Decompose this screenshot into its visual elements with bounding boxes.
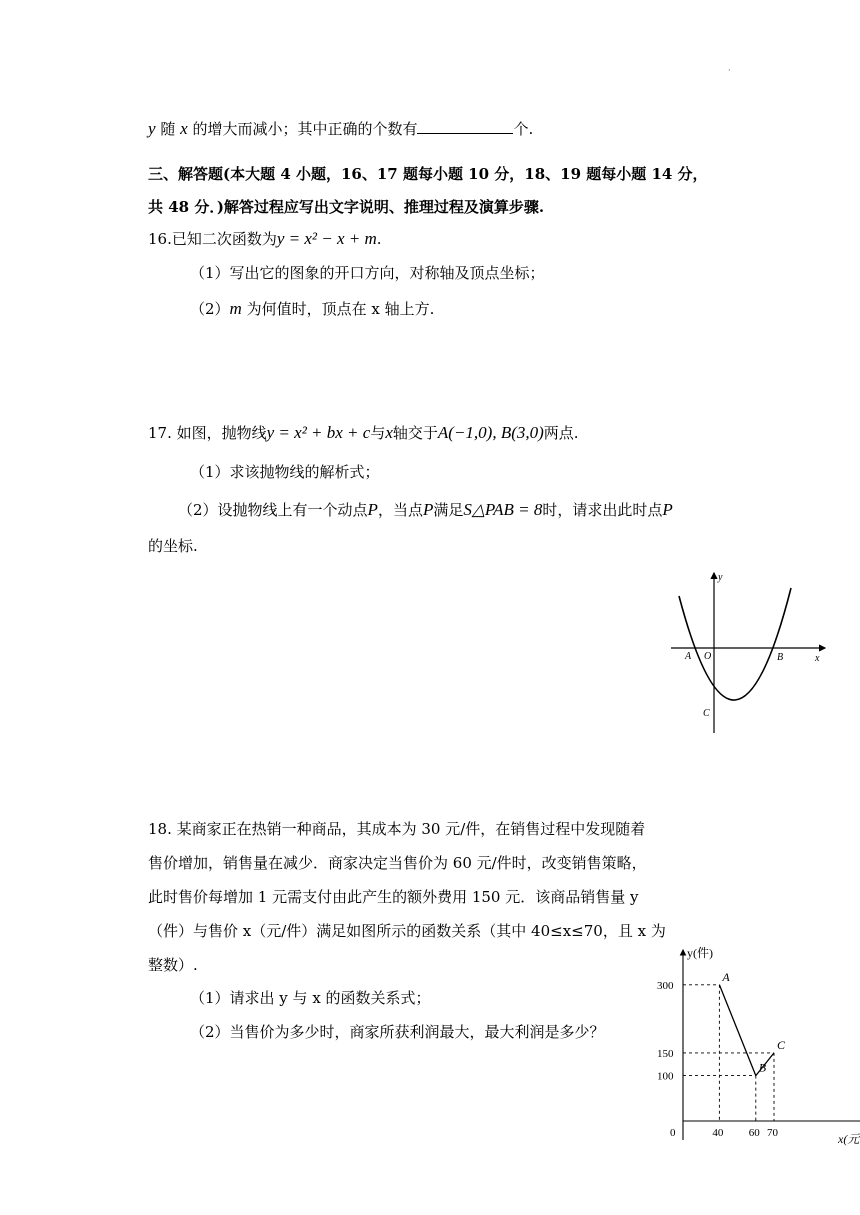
q18-line4: （件）与售价 x（元/件）满足如图所示的函数关系（其中 40≤x≤70，且 x 为 xyxy=(148,922,666,940)
chart-y-label: y(件) xyxy=(687,946,713,960)
y-tick-100: 100 xyxy=(657,1070,674,1083)
q17-part1: （1）求该抛物线的解析式； xyxy=(190,463,380,481)
q17-part2-cont: 的坐标. xyxy=(148,537,198,555)
q18-line5: 整数）. xyxy=(148,956,198,974)
x-tick-0: 0 xyxy=(670,1127,676,1139)
q17-stem: 17. 如图，抛物线y = x² + bx + c与x轴交于A(−1,0), B(3,0)两点. xyxy=(148,423,579,442)
section3-header-2: 共 48 分．)解答过程应写出文字说明、推理过程及演算步骤. xyxy=(148,198,545,216)
point-label-b: B xyxy=(758,1060,767,1075)
parabola-curve xyxy=(679,588,791,700)
q17-part2: （2）设抛物线上有一个动点P，当点P满足S△PAB = 8时，请求出此时点P xyxy=(178,500,673,519)
page-mark: · xyxy=(728,66,731,75)
x-tick-60: 60 xyxy=(748,1127,760,1139)
q18-line2: 售价增加，销售量在减少．商家决定当售价为 60 元/件时，改变销售策略， xyxy=(148,854,647,872)
y-tick-300: 300 xyxy=(657,979,674,992)
x-tick-70: 70 xyxy=(767,1127,778,1139)
q15-tail: y 随 x 的增大而减小；其中正确的个数有 个. xyxy=(148,119,534,138)
fig-o-label: O xyxy=(704,651,712,662)
q16-stem: 16.已知二次函数为y = x² − x + m. xyxy=(148,229,382,248)
point-label-c: C xyxy=(777,1037,786,1052)
fig-b-label: B xyxy=(777,652,784,663)
parabola-figure xyxy=(665,568,835,740)
fig-x-label: x xyxy=(815,653,820,664)
segment-ab xyxy=(719,985,755,1076)
sales-chart xyxy=(655,940,860,1150)
q18-part2: （2）当售价为多少时，商家所获利润最大，最大利润是多少？ xyxy=(190,1023,605,1041)
chart-x-label: x(元 xyxy=(838,1132,860,1146)
x-tick-40: 40 xyxy=(712,1127,724,1139)
answer-blank[interactable] xyxy=(417,118,513,134)
q18-part1: （1）请求出 y 与 x 的函数关系式； xyxy=(190,989,431,1007)
q18-line3: 此时售价每增加 1 元需支付由此产生的额外费用 150 元．该商品销售量 y xyxy=(148,888,639,906)
q18-line1: 18. 某商家正在热销一种商品，其成本为 30 元/件，在销售过程中发现随着 xyxy=(148,820,646,838)
q16-part1: （1）写出它的图象的开口方向，对称轴及顶点坐标； xyxy=(190,264,545,282)
section3-header-1: 三、解答题(本大题 4 小题，16、17 题每小题 10 分，18、19 题每小题 14 分， xyxy=(148,165,708,183)
point-label-a: A xyxy=(722,969,730,984)
fig-c-label: C xyxy=(703,708,710,719)
q16-part2: （2）m 为何值时，顶点在 x 轴上方. xyxy=(190,299,435,318)
fig-a-label: A xyxy=(685,651,692,662)
y-tick-150: 150 xyxy=(657,1047,674,1060)
fig-y-label: y xyxy=(718,572,723,583)
